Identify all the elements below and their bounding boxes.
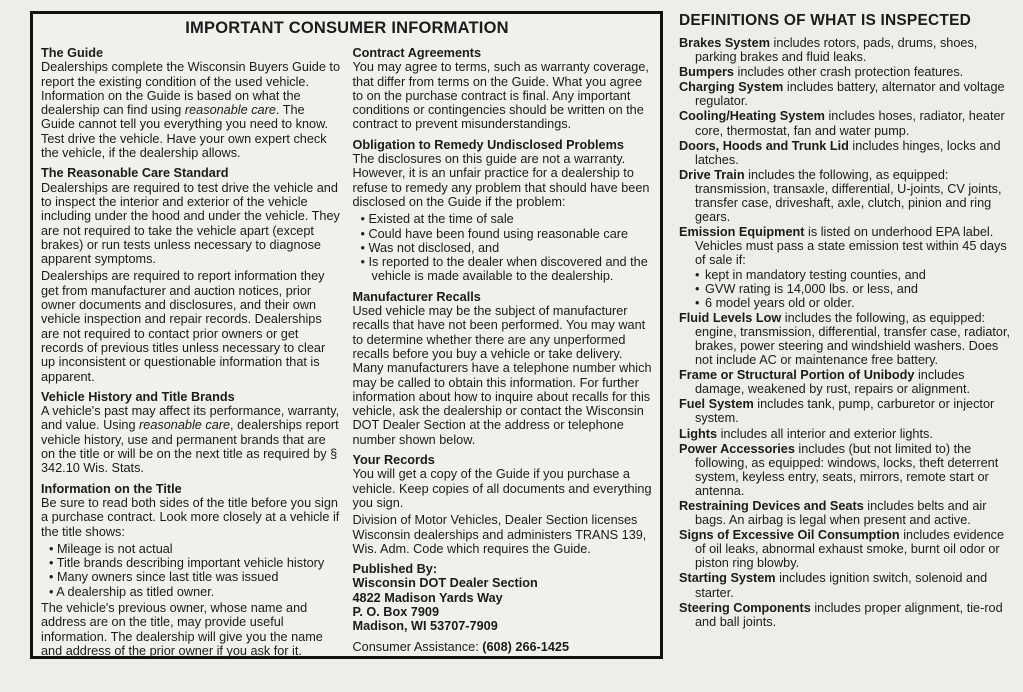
definition-item — [679, 139, 1017, 167]
definition-item — [679, 311, 1017, 367]
definition-text: includes hinges, locks and latches. — [695, 138, 1001, 167]
definition-term: Steering Components — [679, 600, 811, 615]
address-line: 4822 Madison Yards Way — [352, 590, 503, 605]
bullet-list — [41, 542, 342, 599]
definition-term: Fluid Levels Low — [679, 310, 782, 325]
definition-item — [679, 442, 1017, 498]
definition-term: Restraining Devices and Seats — [679, 499, 864, 513]
paragraph — [41, 404, 342, 475]
definitions-title: DEFINITIONS OF WHAT IS INSPECTED — [679, 12, 972, 29]
section-heading: Information on the Title — [41, 481, 182, 496]
definition-item — [679, 397, 1017, 425]
definition-item — [679, 499, 1017, 527]
definition-bullet-item: • GVW rating is 14,000 lbs. or less, and — [695, 282, 1017, 296]
paragraph — [41, 496, 342, 539]
definition-term: Drive Train — [679, 167, 745, 182]
definition-term: Cooling/Heating System — [679, 109, 825, 124]
important-consumer-information-panel — [30, 11, 663, 659]
italic-text: reasonable care — [184, 103, 276, 118]
paragraph — [353, 467, 654, 510]
definition-item — [679, 109, 1017, 137]
paragraph — [353, 152, 654, 209]
bullet-item: • Mileage is not actual — [49, 541, 173, 556]
section-heading: The Reasonable Care Standard — [41, 166, 229, 181]
definition-item — [679, 80, 1017, 108]
bullet-item: • Existed at the time of sale — [360, 212, 514, 227]
definition-text: includes (but not limited to) the following, as equipped: windows, locks, theft deterrent system, keyless entry, seats, mirrors, remote start or antenna. — [695, 441, 999, 498]
section-heading: Your Records — [352, 453, 435, 468]
text-run: The disclosures on this guide are not a warranty. However, it is an unfair practice for a dealership to refuse to remedy any problem that should have been disclosed on the Guide if the problem: — [352, 152, 650, 209]
text-run: Dealerships are required to test drive the vehicle and to inspect the interior and exterior of the vehicle including under the hood and under the vehicle. They are not required to take the vehicle apart (except brakes) or run tests unless necessary to diagnose apparent symptoms. — [41, 180, 340, 267]
definition-term: Signs of Excessive Oil Consumption — [679, 528, 900, 543]
definition-term: Power Accessories — [679, 441, 795, 456]
definition-term: Doors, Hoods and Trunk Lid — [679, 138, 849, 153]
definitions-list — [679, 36, 1017, 629]
definition-term: Charging System — [679, 80, 784, 95]
definition-item — [679, 427, 1017, 441]
address-block — [353, 576, 654, 633]
text-run: The vehicle's previous owner, whose name and address are on the title, may provide useful information. The dealership will give you the name and address of the prior owner if you ask for it. — [41, 600, 323, 658]
paragraph — [353, 60, 654, 131]
section-heading: Vehicle History and Title Brands — [41, 389, 235, 404]
definition-item — [679, 65, 1017, 79]
bullet-item: • Could have been found using reasonable care — [360, 226, 629, 241]
definition-term: Bumpers — [679, 65, 734, 80]
italic-text: reasonable care — [139, 418, 231, 433]
definition-term: Fuel System — [679, 397, 754, 412]
definition-text: includes evidence of oil leaks, abnormal exhaust smoke, burnt oil odor or piston ring blowby. — [695, 528, 1005, 571]
definition-item — [679, 368, 1017, 396]
consumer-assistance-line — [353, 640, 654, 654]
definition-item — [679, 225, 1017, 310]
definition-text: includes damage, weakened by rust, repairs or alignment. — [695, 368, 971, 397]
bullet-item: • Was not disclosed, and — [360, 240, 500, 255]
section-heading: Contract Agreements — [352, 46, 482, 60]
definition-item — [679, 168, 1017, 224]
definition-text: is listed on underhood EPA label. Vehicles must pass a state emission test within 45 days of sale if: — [695, 225, 1007, 268]
address-line: P. O. Box 7909 — [352, 604, 440, 619]
address-line: Madison, WI 53707-7909 — [352, 619, 498, 634]
definition-bullet-item: • 6 model years old or older. — [695, 296, 1017, 310]
text-run: You will get a copy of the Guide if you purchase a vehicle. Keep copies of all documents and everything you sign. — [352, 467, 652, 510]
text-run: Dealerships are required to report information they get from manufacturer and auction notices, prior owner documents and disclosures, and their own vehicle inspection and repair records. Dealerships are not required to contact prior owners or get records of previous titles unless necessary to clear up inconsistent or questionable information that is apparent. — [41, 269, 326, 384]
text-run: Used vehicle may be the subject of manufacturer recalls that have not been performed. You may want to determine whether there are any unperformed recalls before you buy a vehicle or take delivery. Many manufacturers have a telephone number which may be called to obtain this information. For further information about how to inquire about recalls for this vehicle, ask the dealership or contact the Wisconsin DOT Dealer Section at the address or telephone number shown below. — [352, 304, 652, 447]
definition-text: includes all interior and exterior lights. — [717, 426, 933, 441]
panel-title: IMPORTANT CONSUMER INFORMATION — [185, 19, 509, 37]
text-run: , dealerships report vehicle history, use and permanent brands that are on the title or will be on the next title as required by § 342.10 Wis. Stats. — [41, 418, 339, 476]
definition-text: includes proper alignment, tie-rod and ball joints. — [695, 600, 1003, 629]
address-line: Wisconsin DOT Dealer Section — [352, 576, 538, 591]
definition-text: includes tank, pump, carburetor or injector system. — [695, 397, 995, 426]
definition-bullet-item: • kept in mandatory testing counties, and — [695, 268, 1017, 282]
definition-text: includes other crash protection features. — [734, 65, 964, 80]
definition-text: includes the following, as equipped: engine, transmission, differential, transfer case, radiator, brakes, power steering and windshield washers. Does not include AC or maintenance free battery. — [695, 310, 1010, 368]
text-run: . The Guide cannot tell you everything you need to know. Test drive the vehicle. Have your own expert check the vehicle, if the dealership allows. — [41, 103, 329, 161]
text-run: Division of Motor Vehicles, Dealer Section licenses Wisconsin dealerships and administers TRANS 139, Wis. Adm. Code which requires the Guide. — [352, 513, 647, 556]
section-heading: Published By: — [352, 562, 438, 577]
definition-text: includes battery, alternator and voltage regulator. — [695, 80, 1005, 109]
definitions-panel — [679, 12, 1017, 630]
definition-text: includes rotors, pads, drums, shoes, parking brakes and fluid leaks. — [695, 36, 978, 65]
definition-text: includes ignition switch, solenoid and starter. — [695, 571, 988, 600]
consumer-assistance-label: Consumer Assistance: — [352, 639, 483, 654]
bullet-item: • Is reported to the dealer when discovered and the vehicle is made available to the dealership. — [360, 255, 648, 284]
paragraph — [41, 601, 342, 658]
definition-term: Brakes System — [679, 36, 770, 50]
definition-item — [679, 571, 1017, 599]
section-heading: Obligation to Remedy Undisclosed Problems — [352, 137, 624, 152]
definition-bullet-list — [695, 268, 1017, 310]
bullet-item: • A dealership as titled owner. — [49, 584, 215, 599]
info-columns — [41, 40, 653, 658]
bullet-list — [353, 212, 654, 283]
column-2 — [353, 40, 654, 658]
definition-term: Starting System — [679, 571, 776, 586]
bullet-item: • Many owners since last title was issued — [49, 570, 279, 585]
definition-text: includes hoses, radiator, heater core, thermostat, fan and water pump. — [695, 109, 1005, 138]
text-run: Dealerships complete the Wisconsin Buyers Guide to report the existing condition of the used vehicle. Information on the Guide is based on what the dealership can find using — [41, 60, 340, 118]
section-heading: The Guide — [41, 46, 104, 60]
paragraph — [353, 304, 654, 447]
definition-text: includes the following, as equipped: transmission, transaxle, differential, U-joints, CV joints, transfer case, driveshaft, axle, clutch, pinion and ring gears. — [695, 167, 1002, 225]
text-run: A vehicle's past may affect its performance, warranty, and value. Using — [41, 404, 340, 433]
paragraph — [41, 60, 342, 160]
text-run: You may agree to terms, such as warranty coverage, that differ from terms on the Guide. What you agree to on the purchase contract is final. Any important conditions or contingencies should be written on the contract to prevent misunderstandings. — [352, 60, 649, 132]
paragraph — [353, 513, 654, 556]
text-run: Be sure to read both sides of the title before you sign a purchase contract. Look more closely at a vehicle if the title shows: — [41, 495, 340, 539]
definition-text: includes belts and air bags. An airbag is legal when present and active. — [695, 499, 987, 528]
paragraph — [41, 269, 342, 383]
definition-term: Lights — [679, 426, 718, 441]
paragraph — [41, 181, 342, 267]
definition-term: Frame or Structural Portion of Unibody — [679, 368, 915, 383]
section-heading: Manufacturer Recalls — [352, 289, 481, 304]
column-1 — [41, 40, 342, 658]
definition-item — [679, 36, 1017, 64]
definition-item — [679, 528, 1017, 570]
bullet-item: • Title brands describing important vehicle history — [49, 556, 325, 571]
definition-item — [679, 601, 1017, 629]
definition-term: Emission Equipment — [679, 225, 805, 240]
consumer-assistance-phone: (608) 266-1425 — [482, 639, 570, 654]
